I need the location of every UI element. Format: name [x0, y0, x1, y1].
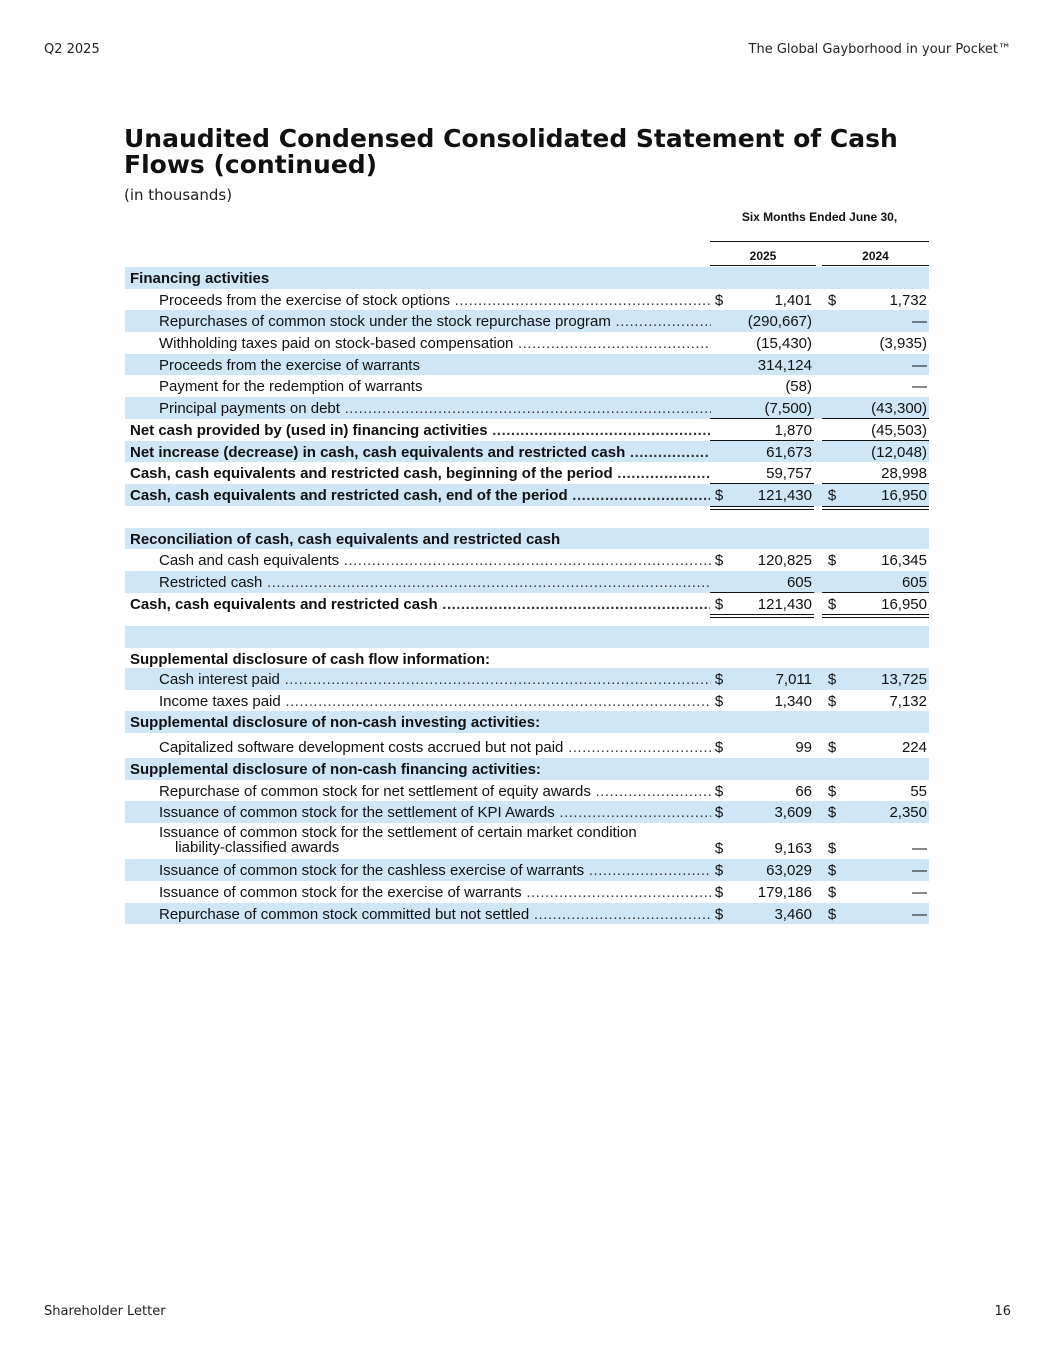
column-rule-2024	[822, 265, 929, 266]
table-row	[125, 397, 929, 419]
value-2025: (7,500)	[764, 400, 812, 418]
table-row	[125, 668, 929, 690]
value-2025: 1,870	[774, 421, 812, 439]
table-row	[125, 484, 929, 506]
value-2024: 16,950	[881, 595, 927, 613]
table-row	[125, 711, 929, 733]
row-label: Principal payments on debt .....	[159, 400, 711, 417]
row-label: Cash, cash equivalents and restricted cash, end of the period .....	[130, 487, 710, 504]
currency-symbol: $	[714, 905, 724, 923]
currency-symbol: $	[714, 804, 724, 822]
currency-symbol: $	[714, 782, 724, 800]
table-row	[125, 375, 929, 397]
row-label: Restricted cash .....	[159, 574, 711, 591]
row-label: Income taxes paid .....	[159, 693, 711, 710]
value-2025: 66	[795, 782, 812, 800]
row-label: Withholding taxes paid on stock-based compensation .....	[159, 335, 711, 352]
value-2024: 1,732	[889, 291, 927, 309]
value-2024: 224	[901, 739, 927, 757]
currency-symbol: $	[827, 739, 837, 757]
table-row	[125, 859, 929, 881]
statement-title: Unaudited Condensed Consolidated Statement of Cash Flows (continued)	[124, 124, 898, 179]
period-header: Six Months Ended June 30,	[741, 210, 898, 224]
row-label: Repurchases of common stock under the stock repurchase program .....	[159, 313, 711, 330]
page-header-tagline: The Global Gayborhood in your Pocket™	[748, 42, 1011, 57]
table-row	[125, 528, 929, 550]
currency-symbol: $	[827, 552, 837, 570]
value-2024: 7,132	[889, 692, 927, 710]
value-2024: (12,048)	[871, 443, 927, 461]
row-label: Issuance of common stock for the settlement of certain market condition	[159, 825, 637, 842]
column-rule-2025	[710, 265, 816, 266]
section-heading: Reconciliation of cash, cash equivalents and restricted cash	[130, 530, 561, 548]
page-header-period: Q2 2025	[44, 42, 100, 57]
currency-symbol: $	[827, 782, 837, 800]
currency-symbol: $	[827, 883, 837, 901]
table-row	[125, 549, 929, 571]
row-label: Cash, cash equivalents and restricted cash, beginning of the period .....	[130, 465, 710, 482]
currency-symbol: $	[714, 552, 724, 570]
page-number: 16	[994, 1304, 1011, 1319]
value-2024: 55	[910, 782, 927, 800]
value-2024: —	[912, 840, 927, 858]
row-label: Net cash provided by (used in) financing activities .....	[130, 422, 710, 439]
row-label: Repurchase of common stock for net settlement of equity awards .....	[159, 783, 711, 800]
value-2025: 121,430	[757, 486, 812, 504]
currency-symbol: $	[827, 804, 837, 822]
value-2025: 1,401	[774, 291, 812, 309]
table-row	[125, 733, 929, 758]
value-2024: 16,345	[881, 552, 927, 570]
currency-symbol: $	[714, 692, 724, 710]
value-2024: —	[912, 313, 927, 331]
section-heading: Supplemental disclosure of cash flow information:	[130, 651, 491, 668]
currency-symbol: $	[714, 291, 724, 309]
value-2024: —	[912, 883, 927, 901]
value-2025: 3,460	[774, 905, 812, 923]
value-2024: (3,935)	[879, 335, 927, 353]
row-label: Issuance of common stock for the settlement of KPI Awards .....	[159, 804, 711, 821]
row-label: Issuance of common stock for the exercise of warrants .....	[159, 884, 711, 901]
currency-symbol: $	[827, 595, 837, 613]
value-2025: 120,825	[757, 552, 812, 570]
value-2025: 99	[795, 739, 812, 757]
value-2025: 121,430	[757, 595, 812, 613]
value-2025: 63,029	[766, 862, 812, 880]
value-2024: —	[912, 862, 927, 880]
table-row	[125, 571, 929, 593]
table-row	[125, 332, 929, 354]
row-label: Issuance of common stock for the cashless exercise of warrants .....	[159, 862, 711, 879]
value-2025: (15,430)	[756, 335, 812, 353]
value-2024: 16,950	[881, 486, 927, 504]
currency-symbol: $	[714, 671, 724, 688]
table-row	[125, 419, 929, 441]
table-row	[125, 823, 929, 859]
spacer-row	[125, 626, 929, 648]
row-label: Proceeds from the exercise of stock options .....	[159, 292, 711, 309]
row-label: Repurchase of common stock committed but not settled .....	[159, 906, 711, 923]
page-footer-label: Shareholder Letter	[44, 1304, 166, 1319]
row-label-multiline	[159, 825, 711, 859]
row-label: Cash, cash equivalents and restricted cash .....	[130, 596, 710, 613]
column-header-2025: 2025	[749, 249, 777, 263]
table-row	[125, 801, 929, 823]
value-2025: 179,186	[757, 883, 812, 901]
table-row	[125, 903, 929, 925]
section-heading: Supplemental disclosure of non-cash investing activities:	[130, 714, 541, 732]
table-row	[125, 441, 929, 463]
table-row	[125, 881, 929, 903]
value-2025: 314,124	[757, 356, 812, 374]
row-label: Proceeds from the exercise of warrants	[159, 356, 420, 374]
value-2025: (290,667)	[747, 313, 812, 331]
currency-symbol: $	[827, 862, 837, 880]
row-label: Net increase (decrease) in cash, cash equivalents and restricted cash .....	[130, 444, 710, 461]
value-2025: 9,163	[774, 840, 812, 858]
currency-symbol: $	[714, 862, 724, 880]
table-row	[125, 780, 929, 802]
value-2024: 605	[901, 573, 927, 591]
currency-symbol: $	[827, 291, 837, 309]
table-row	[125, 289, 929, 311]
value-2025: 59,757	[766, 465, 812, 483]
spacer-row	[125, 506, 929, 528]
value-2025: 61,673	[766, 443, 812, 461]
period-header-rule	[710, 241, 929, 242]
table-row	[125, 758, 929, 780]
section-heading: Financing activities	[130, 270, 270, 287]
currency-symbol: $	[714, 486, 724, 504]
value-2024: —	[912, 356, 927, 374]
table-row	[125, 267, 929, 289]
value-2025: 605	[786, 573, 812, 591]
cash-flow-table	[125, 267, 929, 924]
currency-symbol: $	[714, 883, 724, 901]
row-label-continuation: liability-classified awards	[175, 839, 340, 857]
section-heading: Supplemental disclosure of non-cash financing activities:	[130, 761, 541, 779]
table-row	[125, 690, 929, 712]
value-2025: (58)	[785, 378, 812, 396]
value-2025: 3,609	[774, 804, 812, 822]
value-2024: —	[912, 378, 927, 396]
table-row	[125, 648, 929, 668]
column-header-2024: 2024	[862, 249, 889, 263]
value-2024: (43,300)	[871, 400, 927, 418]
value-2024: (45,503)	[871, 421, 927, 439]
table-row	[125, 462, 929, 484]
row-label: Cash and cash equivalents .....	[159, 552, 711, 569]
row-label: Cash interest paid .....	[159, 671, 711, 688]
value-2024: 2,350	[889, 804, 927, 822]
value-2024: 28,998	[881, 465, 927, 483]
currency-symbol: $	[714, 840, 724, 858]
currency-symbol: $	[714, 595, 724, 613]
currency-symbol: $	[714, 739, 724, 757]
currency-symbol: $	[827, 486, 837, 504]
value-2025: 1,340	[774, 692, 812, 710]
value-2024: 13,725	[881, 671, 927, 688]
currency-symbol: $	[827, 840, 837, 858]
row-label: Capitalized software development costs accrued but not paid .....	[159, 739, 711, 756]
currency-symbol: $	[827, 692, 837, 710]
spacer-row	[125, 614, 929, 626]
table-row	[125, 310, 929, 332]
row-label: Payment for the redemption of warrants	[159, 378, 423, 396]
value-2025: 7,011	[775, 671, 812, 688]
currency-symbol: $	[827, 671, 837, 688]
value-2024: —	[912, 905, 927, 923]
table-row	[125, 593, 929, 615]
currency-symbol: $	[827, 905, 837, 923]
units-note: (in thousands)	[124, 186, 233, 204]
table-row	[125, 354, 929, 376]
